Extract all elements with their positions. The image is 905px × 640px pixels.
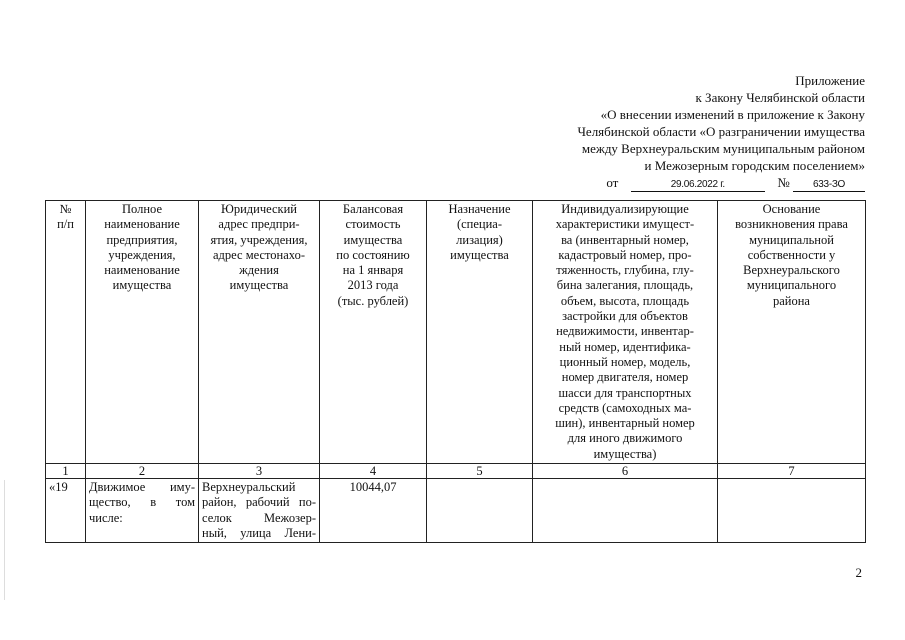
cell-text-line: наименование (104, 217, 180, 232)
cell-text-line: района (773, 293, 810, 308)
row-address (199, 479, 320, 543)
header-cell-address (199, 201, 320, 464)
row-number: «19 (46, 479, 86, 543)
cell-text-line: район, рабочий по- (202, 495, 316, 510)
date-field: 29.06.2022 г. (631, 179, 765, 192)
row-characteristics (533, 479, 718, 543)
cell-text-line: по состоянию (336, 247, 410, 262)
cell-text-line: для иного движимого (567, 431, 683, 446)
cell-text-line: (тыс. рублей) (337, 293, 409, 308)
cell-text-line: имущества) (593, 446, 657, 461)
cell-text-line: характеристики имущест- (555, 217, 695, 232)
page-number: 2 (855, 565, 862, 580)
cell-text-line: Балансовая (342, 202, 404, 216)
from-label: от (606, 175, 619, 190)
header-cell-name (86, 201, 199, 464)
cell-text-line: Полное (122, 202, 162, 216)
table-header-row (46, 201, 866, 464)
cell-text-line: на 1 января (342, 263, 404, 278)
cell-text-line: шасси для транспортных (558, 385, 692, 400)
cell-text-line: п/п (57, 217, 74, 232)
row-basis (718, 479, 866, 543)
cell-text-line: Движимое иму- (89, 480, 195, 495)
row-purpose (427, 479, 533, 543)
property-table (45, 200, 866, 543)
cell-text-line: наименование (104, 263, 180, 278)
column-number: 3 (199, 464, 320, 479)
header-cell-characteristics (533, 201, 718, 464)
cell-text-line: муниципального (746, 278, 837, 293)
cell-text-line: недвижимости, инвентар- (556, 324, 694, 339)
signature-line (445, 174, 865, 192)
table-row (46, 479, 866, 543)
cell-text-line: имущества (343, 232, 403, 247)
cell-text-line: адрес местонахо- (213, 247, 305, 262)
cell-text-line: селок Межозер- (202, 510, 316, 525)
cell-text-line: учреждения, (108, 247, 176, 262)
column-number: 5 (427, 464, 533, 479)
column-number: 7 (718, 464, 866, 479)
cell-text-line: номер двигателя, номер (561, 370, 689, 385)
header-line: и Межозерным городским поселением» (644, 158, 865, 173)
cell-text-line: ва (инвентарный номер, (561, 232, 689, 247)
cell-text-line: ятия, учреждения, (210, 232, 308, 247)
header-cell-purpose (427, 201, 533, 464)
header-line: Приложение (795, 73, 865, 88)
cell-text-line: ный номер, идентифика- (559, 339, 691, 354)
cell-text-line: муниципальной (749, 232, 834, 247)
header-line: к Закону Челябинской области (695, 90, 865, 105)
cell-text-line: средств (самоходных ма- (558, 400, 692, 415)
cell-text-line: Назначение (448, 202, 511, 216)
cell-text-line: ный, улица Лени- (202, 525, 316, 540)
cell-text-line: возникновения права (735, 217, 848, 232)
cell-text-line: № (59, 202, 72, 216)
row-value: 10044,07 (320, 479, 427, 543)
header-line: Челябинской области «О разграничении имущества (577, 124, 865, 139)
cell-text-line: 2013 года (347, 278, 399, 293)
cell-text-line: объем, высота, площадь (560, 293, 690, 308)
cell-text-line: (специа- (456, 217, 503, 232)
cell-text-line: Индивидуализирующие (561, 202, 689, 216)
header-cell-basis (718, 201, 866, 464)
cell-text-line: Юридический (221, 202, 297, 216)
header-line: между Верхнеуральским муниципальным районом (581, 141, 865, 156)
number-label: № (777, 175, 790, 190)
column-number: 4 (320, 464, 427, 479)
cell-text-line: кадастровый номер, про- (558, 247, 692, 262)
column-number-row (46, 464, 866, 479)
column-number: 2 (86, 464, 199, 479)
cell-text-line: лизация) (456, 232, 503, 247)
cell-text-line: собственности у (747, 247, 836, 262)
cell-text-line: предприятия, (106, 232, 178, 247)
cell-text-line: числе: (89, 510, 123, 525)
header-line: «О внесении изменений в приложение к Закону (600, 107, 865, 122)
cell-text-line: застройки для объектов (562, 309, 688, 324)
cell-text-line: Верхнеуральский (202, 480, 296, 495)
cell-text-line: ционный номер, модель, (559, 354, 691, 369)
cell-text-line: Основание (762, 202, 821, 216)
header-cell-number (46, 201, 86, 464)
column-number: 1 (46, 464, 86, 479)
scan-edge-mark (4, 480, 5, 600)
number-field: 633-ЗО (793, 179, 865, 192)
cell-text-line: щество, в том (89, 495, 195, 510)
column-number: 6 (533, 464, 718, 479)
appendix-header (445, 72, 865, 192)
cell-text-line: стоимость (345, 217, 401, 232)
cell-text-line: ждения (239, 263, 279, 278)
cell-text-line: шин), инвентарный номер (555, 416, 695, 431)
header-cell-value (320, 201, 427, 464)
cell-text-line: Верхнеуральского (743, 263, 840, 278)
cell-text-line: имущества (450, 247, 509, 262)
row-name (86, 479, 199, 543)
cell-text-line: адрес предпри- (218, 217, 300, 232)
cell-text-line: бина залегания, площадь, (556, 278, 694, 293)
cell-text-line: имущества (112, 278, 172, 293)
cell-text-line: имущества (229, 278, 289, 293)
cell-text-line: тяженность, глубина, глу- (556, 263, 694, 278)
